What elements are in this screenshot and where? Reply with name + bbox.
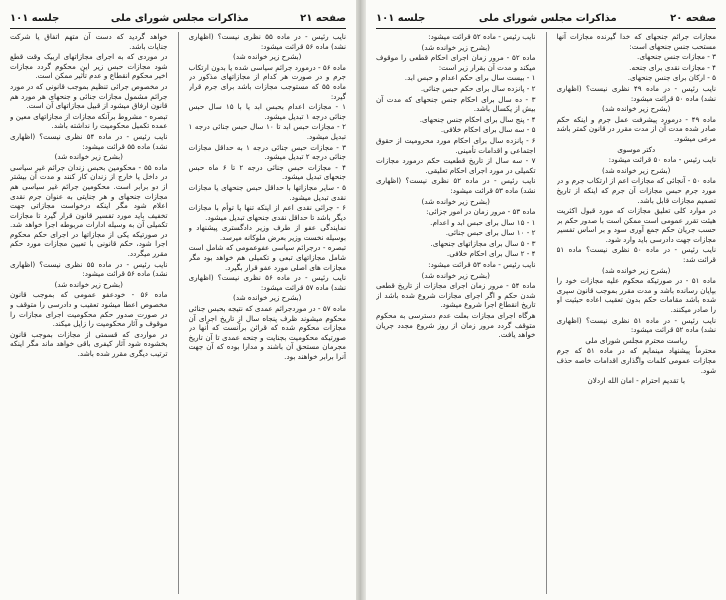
left-page-title: مذاکرات مجلس شورای ملی: [110, 12, 249, 24]
paragraph: ۴ - پنج سال برای احکام جنس جنحهای.: [419, 114, 536, 124]
paragraph: (بشرح زیر خوانده شد): [421, 270, 490, 280]
paragraph: نایب رئیس - ماده ۵۰ قرائت میشود:: [608, 155, 716, 165]
paragraph: ماده ۵۰ - آنجائی که مجازات اعم از ارتکاب جرم و در مورد جرم حبس مجازات آن جرم که اینکه از تاریخ تصمیم مجازات قابل باشد.: [556, 176, 716, 205]
paragraph: ریاست محترم مجلس شورای ملی: [585, 335, 688, 345]
paragraph: هرگاه اجرای مجازات بعلت عدم دسترسی به محکوم متوقف گردد مرور زمان از روز شروع مجدد جریان خواهد یافت.: [376, 311, 536, 340]
paragraph: ماده ۵۶ - درمورد جرائم سیاسی شده یا بدون ارتکاب جرم و در صورت هر کدام از مجازاتهای مذکور در ماده ۵۵ که مستوجب مجازات باشد برای جرم قرار گیرد:: [188, 62, 346, 101]
left-page: [0, 0, 356, 600]
paragraph: ۲ - مجازات حبس ابد تا ۱۰ سال حبس جنائی درجه ۱ تبدیل میشود.: [188, 122, 346, 141]
right-page-right-column: [557, 32, 717, 594]
paragraph: (بشرح زیر خوانده شد): [602, 265, 671, 275]
paragraph: ماده ۵۱ - در صورتیکه محکوم علیه مجازات خود را بپایان رسانده باشد و مدت مقرر بموجب قانون سپری شده باشد مقامات حکم بدون تعقیب اعاده حیثیت او را صادر میکنند.: [556, 276, 716, 315]
paragraph: (بشرح زیر خوانده شد): [421, 196, 490, 206]
paragraph: ۱ - ۱۵ سال برای حبس ابد و اعدام.: [430, 217, 536, 227]
paragraph: ۴ - مجازات حبس جنائی درجه ۲ تا ۶ ماه حبس جنحهای تبدیل میشود.: [188, 162, 346, 182]
paragraph: ۳ - ۵ سال برای مجازاتهای جنحهای.: [430, 238, 536, 248]
paragraph: (بشرح زیر خوانده شد): [54, 152, 123, 162]
right-page-number: صفحه ۲۰: [670, 12, 716, 24]
paragraph: در مخصوص جرائی تنظیم بموجب قانونی که در مورد جرائم مشمول مجازات جنائی و جنحهای هر مورد هم قانون ارفاق میشود از قبیل مجازاتهای آن است.: [10, 81, 168, 111]
column-divider: [178, 32, 179, 594]
right-page-session: جلسه ۱۰۱: [376, 12, 426, 24]
right-page-columns: [376, 32, 716, 594]
paragraph: ۵ - ارکان برای جنس جنحهای.: [627, 73, 716, 83]
column-divider: [546, 32, 547, 594]
paragraph: ۶ - جرائی نقدی اعم از اینکه تنها یا توأم با مجازات دیگر باشد تا حداقل نقدی جنحهای تبدیل میشود.: [188, 203, 346, 222]
paragraph: ۴ - مجازات نقدی برای جنحه.: [629, 62, 716, 72]
right-page-header: [376, 8, 716, 29]
paragraph: (بشرح زیر خوانده شد): [233, 293, 302, 303]
paragraph: نایب رئیس - در ماده ۵۱ نظری نیست؟ (اظهاری نشد) ماده ۵۲ قرائت میشود:: [556, 315, 716, 335]
paragraph: ۳ - مجازات جنس جنحهای.: [637, 52, 716, 62]
paragraph: با تقدیم احترام - امان الله اردلان: [587, 376, 685, 386]
paragraph: ۳ - ده سال برای احکام جنس جنحهای که مدت آن بیش از یکسال باشد.: [376, 94, 536, 114]
paragraph: نمایندگی عفو از طرف وزیر دادگستری پیشنهاد و بوسیله نخست وزیر بعرض ملوکانه میرسد.: [188, 223, 346, 242]
paragraph: ماده ۵۴ - مرور زمان اجرای مجازات از تاریخ قطعی شدن حکم و اگر اجرای مجازات شروع شده باشد از تاریخ انقطاع اجرا شروع میشود.: [376, 281, 536, 310]
right-page-left-column: [376, 32, 536, 594]
paragraph: ماده ۵۵ - محکومین بحبس زندان جرائم غیر سیاسی در داخل یا خارج از زندان کار کنند و مدت آن بیشتر از دو برابر است. محکومین جرائم غیر سیاسی هم مجازات جنحهای و هر جنایتی به عنوان جرم نقدی اعلام شود مگر اینکه درخواست مجازاتی جهت تخفیف باید مورد تفسیر قانون قرار گیرد تا مجازات تکمیلی آن به وسیله ادارات مربوطه اجرا خواهد شد. در صورتیکه یکی از مجازاتها در اجرای حکم محکوم اجرا شود، حکم قانونی با تعیین مجازات مورد حکم مقرر میگردد.: [10, 162, 168, 259]
left-page-right-column: [189, 32, 347, 594]
paragraph: ماده ۵۲ - مرور زمان اجرای احکام قطعی را موقوف میکند و مدت آن بقرار زیر است:: [376, 53, 536, 72]
book-gutter: [356, 0, 366, 600]
paragraph: ماده ۵۷ - در موردجرائم عمدی که نتیجه بحبس جنائی محکوم میشوند ظرف پنجاه سال از تاریخ اجرای آن مجازات محکوم شده که قرائن برآنست که آنها در صورتیکه محکومیت بجنایت و جنحه عمدی تا آن تاریخ مجرمان مستحق آن باشند و مدارا بوده که آن جهت آنرا برابر خواهند بود.: [188, 304, 346, 361]
paragraph: (بشرح زیر خوانده شد): [602, 165, 671, 175]
paragraph: (بشرح زیر خوانده شد): [233, 52, 302, 62]
paragraph: ۵ - سایر مجازاتها با حداقل حبس جنحهای یا مجازات نقدی تبدیل میشود.: [188, 182, 346, 202]
paragraph: در موارد کلی تعلیق مجازات که مورد قبول اکثریت هیئت تقرر عمومی است ممکن است با صدور حکم بر حسب جریان حکم جمع آوری سود و بر اساس تفسیر مجازات جهت دادرسی باید وارد شود.: [556, 206, 716, 244]
left-page-header: [10, 8, 346, 29]
paragraph: نایب رئیس - در ماده ۵۰ نظری نیست؟ ماده ۵۱ قرائت شد:: [556, 245, 716, 265]
paragraph: ماده ۵۶ - خودعفو عمومی که بموجب قانون مخصوص اعطا میشود تعقیب و دادرسی را متوقف و در صورت صدور حکم محکومیت اجرای مجازات را موقوف و آثار محکومیت را زایل میکند.: [10, 290, 168, 329]
paragraph: ۴ - ۲ سال برای احکام خلافی.: [446, 249, 536, 259]
right-page-title: مذاکرات مجلس شورای ملی: [478, 12, 617, 24]
paragraph: ۳ - مجازات حبس جنائی درجه ۱ به حداقل مجازات جنائی درجه ۲ تبدیل میشود.: [188, 142, 346, 162]
paragraph: نایب رئیس - در ماده ۵۲ نظری نیست؟ (اظهاری نشد) ماده ۵۳ قرائت میشود:: [376, 176, 536, 195]
paragraph: (بشرح زیر خوانده شد): [54, 279, 123, 289]
paragraph: در موردی که به اجرای مجازاتهای اربیک وقت قطع شود مجازات حبس زیر این محکوم گردد مجازات اخیر محکوم انقطاع و عدم تأثیر ممکن است.: [10, 52, 168, 81]
left-page-number: صفحه ۲۱: [300, 12, 346, 24]
paragraph: نایب رئیس - ماده ۵۳ قرائت میشود:: [428, 260, 536, 270]
paragraph: نایب رئیس - در ماده ۵۵ نظری نیست؟ (اظهاری نشد) ماده ۵۶ قرائت میشود:: [188, 32, 346, 51]
left-page-columns: [10, 32, 346, 594]
paragraph: مجازات جرائم جنحهای که خدا گیرنده مجازات آنها مستحب جنس جنحهای است:: [556, 32, 716, 51]
paragraph: ۶ - پانزده سال برای احکام مورد محرومیت از حقوق اجتماعی و اقدامات تأمینی.: [376, 135, 536, 155]
paragraph: خواهد گردید که دست آن متهم اتفاق یا شرکت جنایات باشد.: [10, 32, 168, 51]
right-page: [366, 0, 726, 600]
left-page-session: جلسه ۱۰۱: [10, 12, 60, 24]
paragraph: در مواردی که قسمتی از مجازات بموجب قانون بخشوده شود آثار کیفری باقی خواهد ماند مگر اینکه ترتیب دیگری مقرر شده باشد.: [10, 329, 168, 358]
paragraph: نایب رئیس - در ماده ۵۶ نظری نیست؟ (اظهاری نشد) ماده ۵۷ قرائت میشود:: [188, 273, 346, 292]
paragraph: نایب رئیس - ماده ۵۲ قرائت میشود:: [428, 32, 536, 41]
paragraph: ماده ۴۹ - درمورد پیشرفت عمل جرم و اینکه حکم صادر شده مدت آن از مدت مقرر در قانون کمتر باشد مرعی میشود.: [556, 114, 716, 143]
paragraph: ۱ - بیست سال برای حکم اعدام و حبس ابد.: [404, 73, 536, 83]
paragraph: نایب رئیس - در ماده ۵۵ نظری نیست؟ (اظهاری نشد) ماده ۵۶ قرائت میشود:: [10, 259, 168, 279]
paragraph: ۷ - سه سال از تاریخ قطعیت حکم درمورد مجازات تکمیلی در مورد اجرای احکام تعلیقی.: [376, 156, 536, 175]
paragraph: ۲ - پانزده سال برای حکم حبس جنائی.: [420, 83, 536, 93]
paragraph: (بشرح زیر خوانده شد): [421, 42, 490, 52]
paragraph: نایب رئیس - در ماده ۵۴ نظری نیست؟ (اظهاری نشد) ماده ۵۵ قرائت میشود:: [10, 131, 168, 151]
paragraph: تبصره - درجرائم سیاسی عفوعمومی که شامل است شامل مجازاتهای تبعی و تکمیلی هم خواهد بود مگر مجازات های اصلی مورد عفو قرار بگیرد.: [188, 243, 346, 272]
paragraph: ۱ - مجازات اعدام بحبس ابد یا با ۱۵ سال حبس جنائی درجه ۱ تبدیل میشود.: [188, 102, 346, 121]
paragraph: ماده ۵۳ - مرور زمان در امور جزائی:: [426, 207, 536, 217]
paragraph: ۵ - سه سال برای احکام خلافی.: [440, 125, 536, 135]
paragraph: نایب رئیس - در ماده ۴۹ نظری نیست؟ (اظهاری نشد) ماده ۵۰ قرائت میشود:: [556, 83, 716, 103]
paragraph: (بشرح زیر خوانده شد): [602, 104, 671, 114]
paragraph: ۲ - ۱۰ سال برای حبس جنائی.: [445, 228, 536, 238]
paragraph: محترماً پیشنهاد مینمایم که در ماده ۵۱ که جرم مجازات عمومی کلمات واگذاری اقدامات خاصه حذف شود.: [556, 346, 716, 375]
paragraph: دکتر موسوی: [617, 144, 656, 154]
paragraph: تبصره - مشروط برآنکه مجازات از مجازاتهای معین و عمده تکمیل محکومیت را نداشته باشد.: [10, 111, 168, 131]
left-page-left-column: [10, 32, 168, 594]
